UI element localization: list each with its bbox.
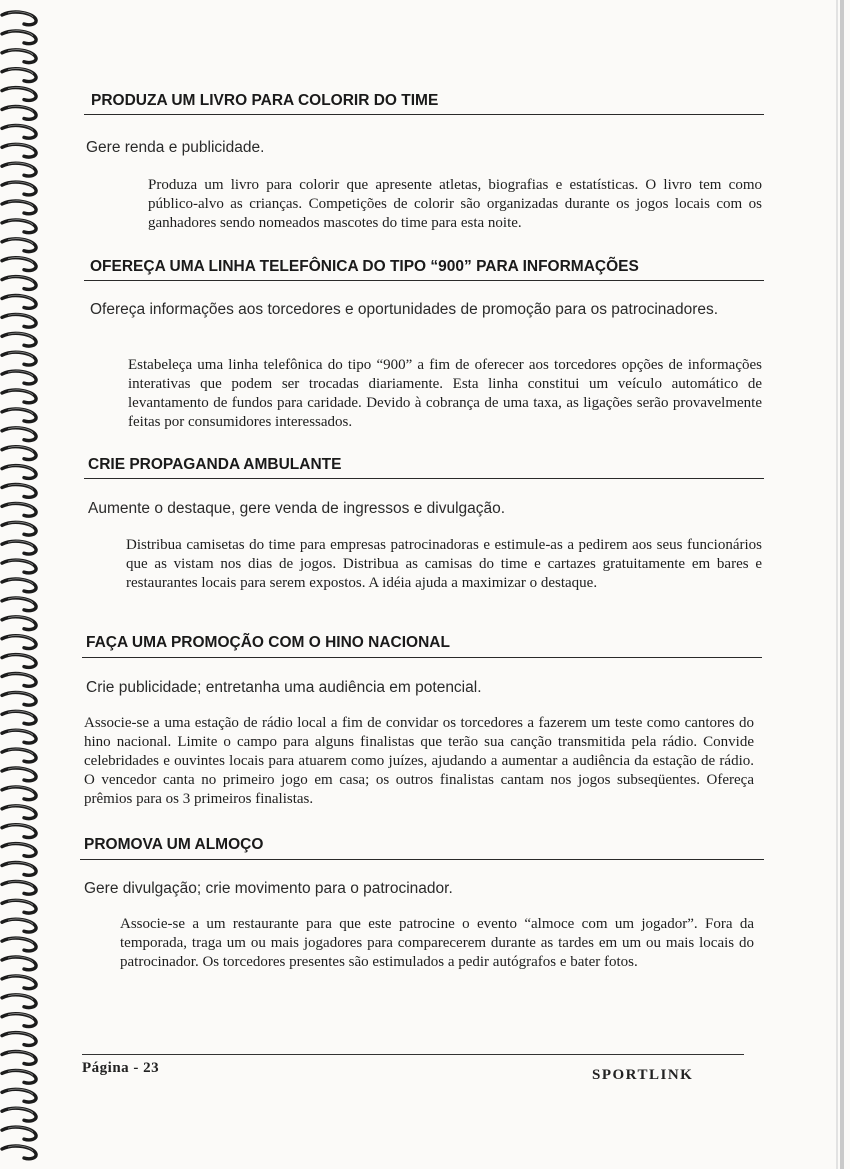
binding-loop bbox=[2, 1070, 36, 1083]
binding-loop bbox=[2, 314, 36, 327]
section-title-coloring-book: PRODUZA UM LIVRO PARA COLORIR DO TIME bbox=[91, 92, 439, 109]
binding-loop bbox=[2, 1033, 36, 1046]
binding-loop bbox=[2, 277, 36, 290]
section-body-lunch: Associe-se a um restaurante para que este patrocine o evento “almoce com um jogador”. Fora da temporada, traga um ou mais jogadores para comparecerem durante as tardes em um ou mais locais do patrocinador. Os torcedores presentes são estimulados a pedir autógrafos e bater fotos. bbox=[120, 916, 754, 970]
binding-loop bbox=[2, 1127, 36, 1140]
section-lead-coloring-book: Gere renda e publicidade. bbox=[86, 139, 265, 156]
section-lead-walking-ad: Aumente o destaque, gere venda de ingressos e divulgação. bbox=[88, 500, 506, 517]
binding-loop bbox=[2, 768, 36, 781]
section-rule bbox=[80, 859, 764, 860]
section-body-phone-line: Estabeleça uma linha telefônica do tipo “900” a fim de oferecer aos torcedores opções de informações interativas que podem ser trocadas diariamente. Esta linha constitui um veículo automático de levantamento de fundos para caridade. Devido à cobrança de uma taxa, as ligações serão provavelmente feitas por consumidores interessados. bbox=[128, 357, 762, 430]
section-rule bbox=[84, 114, 764, 115]
binding-loop bbox=[2, 163, 36, 176]
binding-loop bbox=[2, 522, 36, 535]
binding-loop bbox=[2, 692, 36, 705]
binding-loop bbox=[2, 655, 36, 668]
section-lead-anthem: Crie publicidade; entretanha uma audiência em potencial. bbox=[86, 679, 482, 696]
binding-loop bbox=[2, 919, 36, 932]
binding-loop bbox=[2, 995, 36, 1008]
binding-loop bbox=[2, 636, 36, 649]
section-rule bbox=[82, 657, 762, 658]
page-edge bbox=[840, 0, 844, 1169]
binding-loop bbox=[2, 730, 36, 743]
binding-loop bbox=[2, 88, 36, 101]
binding-loop bbox=[2, 485, 36, 498]
binding-loop bbox=[2, 447, 36, 460]
binding-loop bbox=[2, 239, 36, 252]
spiral-binding bbox=[0, 8, 40, 1163]
binding-loop bbox=[2, 900, 36, 913]
binding-loop bbox=[2, 144, 36, 157]
section-title-phone-line: OFEREÇA UMA LINHA TELEFÔNICA DO TIPO “900” PARA INFORMAÇÕES bbox=[90, 258, 639, 275]
binding-loop bbox=[2, 787, 36, 800]
binding-loop bbox=[2, 125, 36, 138]
binding-loop bbox=[2, 107, 36, 120]
binding-loop bbox=[2, 1108, 36, 1121]
binding-loop bbox=[2, 258, 36, 271]
binding-loop bbox=[2, 881, 36, 894]
binding-loop bbox=[2, 1146, 36, 1159]
binding-loop bbox=[2, 466, 36, 479]
section-lead-phone-line: Ofereça informações aos torcedores e oportunidades de promoção para os patrocinadores. bbox=[90, 301, 719, 318]
binding-loop bbox=[2, 12, 36, 25]
binding-loop bbox=[2, 844, 36, 857]
binding-loop bbox=[2, 428, 36, 441]
binding-loop bbox=[2, 617, 36, 630]
binding-loop bbox=[2, 825, 36, 838]
binding-loop bbox=[2, 541, 36, 554]
binding-loop bbox=[2, 31, 36, 44]
binding-loop bbox=[2, 390, 36, 403]
binding-loop bbox=[2, 1014, 36, 1027]
binding-loop bbox=[2, 863, 36, 876]
binding-loop bbox=[2, 749, 36, 762]
section-lead-lunch: Gere divulgação; crie movimento para o patrocinador. bbox=[84, 880, 453, 897]
binding-loop bbox=[2, 296, 36, 309]
section-title-walking-ad: CRIE PROPAGANDA AMBULANTE bbox=[88, 456, 342, 473]
binding-loop bbox=[2, 711, 36, 724]
binding-loop bbox=[2, 69, 36, 82]
section-rule bbox=[84, 280, 764, 281]
binding-loop bbox=[2, 957, 36, 970]
page-number: Página - 23 bbox=[82, 1060, 160, 1076]
binding-loop bbox=[2, 560, 36, 573]
section-title-lunch: PROMOVA UM ALMOÇO bbox=[84, 836, 264, 853]
binding-loop bbox=[2, 220, 36, 233]
section-rule bbox=[84, 478, 764, 479]
binding-loop bbox=[2, 1052, 36, 1065]
section-body-coloring-book: Produza um livro para colorir que apresente atletas, biografias e estatísticas. O livro tem como público-alvo as crianças. Competições de colorir são organizadas durante os jogos locais com os ganhadores sendo nomeados mascotes do time para esta noite. bbox=[148, 177, 762, 231]
binding-loop bbox=[2, 201, 36, 214]
section-title-anthem: FAÇA UMA PROMOÇÃO COM O HINO NACIONAL bbox=[86, 634, 450, 651]
binding-loop bbox=[2, 674, 36, 687]
binding-loop bbox=[2, 976, 36, 989]
binding-loop bbox=[2, 579, 36, 592]
page-edge-inner bbox=[836, 0, 838, 1169]
binding-loop bbox=[2, 371, 36, 384]
binding-loop bbox=[2, 598, 36, 611]
binding-loop bbox=[2, 50, 36, 63]
footer-rule bbox=[82, 1054, 744, 1055]
binding-loop bbox=[2, 806, 36, 819]
section-body-anthem: Associe-se a uma estação de rádio local a fim de convidar os torcedores a fazerem um teste como cantores do hino nacional. Limite o campo para alguns finalistas que terão sua canção transmitida pela rádio. Convide celebridades e ouvintes locais para atuarem como juízes, ajudando a aumentar a audiência da estação de rádio. O vencedor canta no primeiro jogo em casa; os outros finalistas cantam nos jogos subseqüentes. Ofereça prêmios para os 3 primeiros finalistas. bbox=[84, 715, 754, 807]
binding-loop bbox=[2, 409, 36, 422]
binding-loop bbox=[2, 352, 36, 365]
binding-loop bbox=[2, 503, 36, 516]
footer-brand: SPORTLINK bbox=[592, 1067, 694, 1083]
section-body-walking-ad: Distribua camisetas do time para empresas patrocinadoras e estimule-as a pedirem aos seus funcionários que as vistam nos dias de jogos. Distribua as camisas do time e cartazes gratuitamente em bares e restaurantes locais para serem expostos. A idéia ajuda a maximizar o destaque. bbox=[126, 537, 762, 591]
binding-loop bbox=[2, 333, 36, 346]
binding-loop bbox=[2, 938, 36, 951]
binding-loop bbox=[2, 182, 36, 195]
binding-loop bbox=[2, 1089, 36, 1102]
